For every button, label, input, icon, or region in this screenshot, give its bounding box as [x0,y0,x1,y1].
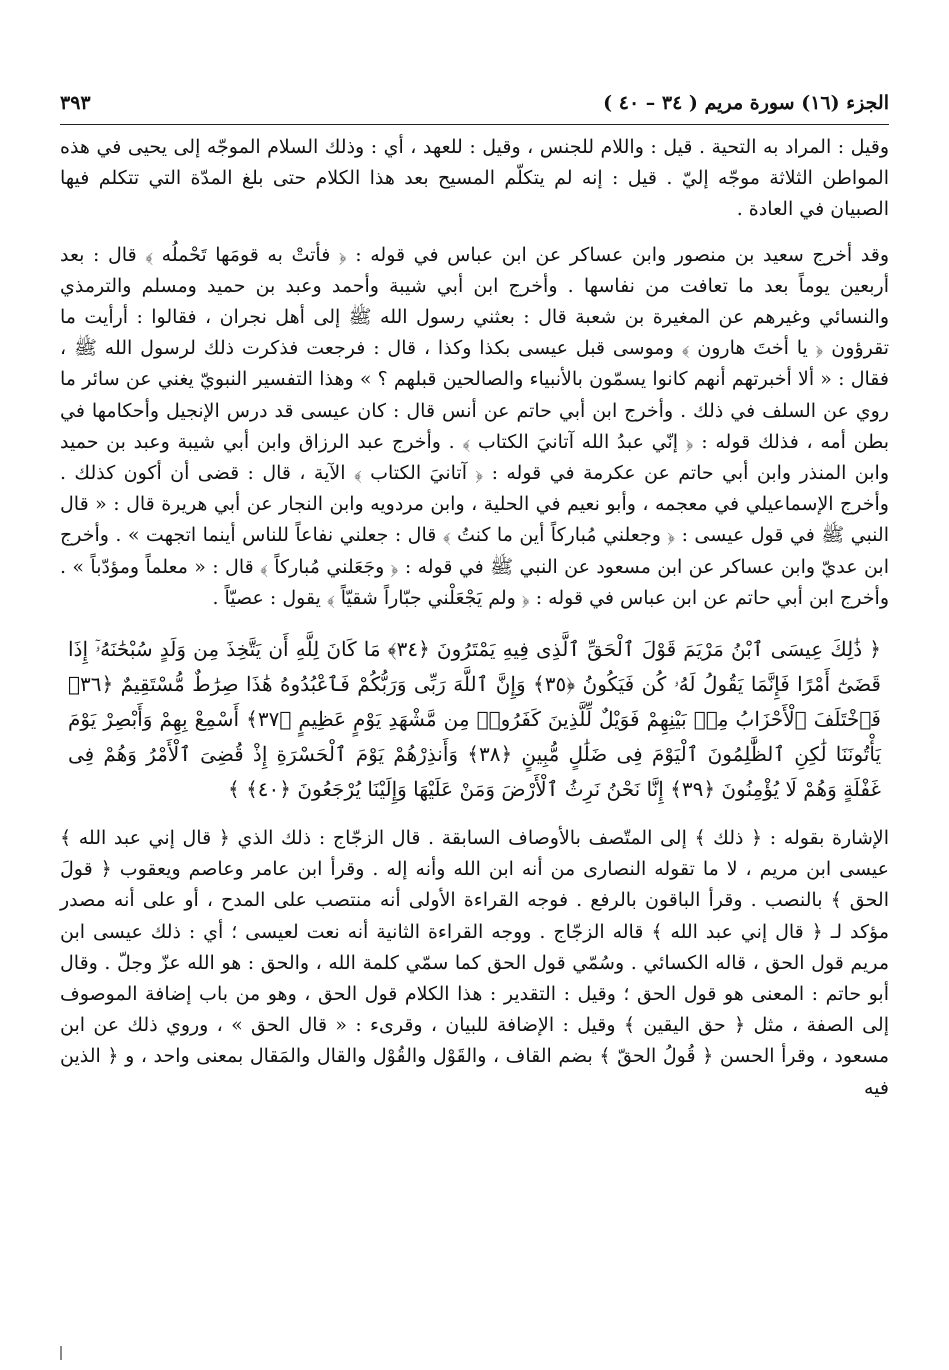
margin-mark [60,1346,62,1360]
running-header [60,92,889,120]
quran-verses: ﴿ ذَٰلِكَ عِيسَى ٱبْنُ مَرْيَمَ قَوْلَ ٱلْحَقِّ ٱلَّذِى فِيهِ يَمْتَرُونَ ﴿٣٤﴾ مَا كَانَ لِلَّهِ أَن يَتَّخِذَ مِن وَلَدٍ سُبْحَٰنَهُۥٓ إِذَا قَضَىٰٓ أَمْرًا فَإِنَّمَا يَقُولُ لَهُۥ كُن فَيَكُونُ ﴿٣٥﴾ وَإِنَّ ٱللَّهَ رَبِّى وَرَبُّكُمْ فَٱعْبُدُوهُ هَٰذَا صِرَٰطٌ مُّسْتَقِيمٌ ﴿٣٦﴾ فَٱخْتَلَفَ ٱلْأَحْزَابُ مِنۢ بَيْنِهِمْ فَوَيْلٌ لِّلَّذِينَ كَفَرُوا۟ مِن مَّشْهَدِ يَوْمٍ عَظِيمٍ ﴿٣٧﴾ أَسْمِعْ بِهِمْ وَأَبْصِرْ يَوْمَ يَأْتُونَنَا لَٰكِنِ ٱلظَّٰلِمُونَ ٱلْيَوْمَ فِى ضَلَٰلٍ مُّبِينٍ ﴿٣٨﴾ وَأَنذِرْهُمْ يَوْمَ ٱلْحَسْرَةِ إِذْ قُضِىَ ٱلْأَمْرُ وَهُمْ فِى غَفْلَةٍ وَهُمْ لَا يُؤْمِنُونَ ﴿٣٩﴾ إِنَّا نَحْنُ نَرِثُ ٱلْأَرْضَ وَمَنْ عَلَيْهَا وَإِلَيْنَا يُرْجَعُونَ ﴿٤٠﴾ ﴾ [68,637,882,802]
header-title: الجزء (١٦) سورة مريم ( ٣٤ – ٤٠ ) [603,92,889,114]
paragraph: وقيل : المراد به التحية . قيل : واللام للجنس ، وقيل : للعهد ، أي : وذلك السلام الموجّه إلى يحيى في هذه المواطن الثلاثة موجّه إليّ . قيل : إنه لم يتكلّم المسيح بعد هذا الكلام حتى بلغ المدّة التي تتكلم فيها الصبيان في العادة . [60,136,889,221]
paragraph: وقد أخرج سعيد بن منصور وابن عساكر عن ابن عباس في قوله : ﴿ فأتتْ به قومَها تَحْملُه ﴾ قال : بعد أربعين يوماً بعد ما تعافت من نفاسها . وأخرج ابن أبي شيبة وأحمد وعبد بن حميد ومسلم والترمذي والنسائي وغيرهم عن المغيرة بن شعبة قال : بعثني رسول الله ﷺ إلى أهل نجران ، فقالوا : أرأيت ما تقرؤون ﴿ يا أختَ هارون ﴾ وموسى قبل عيسى بكذا وكذا ، قال : فرجعت فذكرت ذلك لرسول الله ﷺ ، فقال : « ألا أخبرتهم أنهم كانوا يسمّون بالأنبياء والصالحين قبلهم ؟ » وهذا التفسير النبويّ يغني عن سائر ما روي عن السلف في ذلك . وأخرج ابن أبي حاتم عن أنس قال : كان عيسى قد درس الإنجيل وأحكامها في بطن أمه ، فذلك قوله : ﴿ إنّي عبدُ الله آتانيَ الكتاب ﴾ . وأخرج عبد الرزاق وابن أبي شيبة وعبد بن حميد وابن المنذر وابن أبي حاتم عن عكرمة في قوله : ﴿ آتانيَ الكتاب ﴾ الآية ، قال : قضى أن أكون كذلك . وأخرج الإسماعيلي في معجمه ، وأبو نعيم في الحلية ، وابن مردويه وابن النجار عن أبي هريرة قال : « قال النبي ﷺ في قول عيسى : ﴿ وجعلني مُباركاً أين ما كنتُ ﴾ قال : جعلني نفاعاً للناس أينما اتجهت » . وأخرج ابن عديّ وابن عساكر عن ابن مسعود عن النبي ﷺ في قوله : ﴿ وجَعَلني مُباركاً ﴾ قال : « معلماً ومؤدّباً » . وأخرج ابن أبي حاتم عن ابن عباس في قوله : ﴿ ولم يَجْعَلْني جبّاراً شقيّاً ﴾ يقول : عصيّاً . [60,243,889,609]
page-body [60,132,889,1104]
header-divider [60,124,889,125]
commentary-paragraph: الإشارة بقوله : ﴿ ذلك ﴾ إلى المتّصف بالأوصاف السابقة . قال الزجّاج : ذلك الذي ﴿ قال إني عبد الله ﴾ عيسى ابن مريم ، لا ما تقوله النصارى من أنه ابن الله وأنه إله . وقرأ ابن عامر وعاصم ويعقوب ﴿ قولَ الحق ﴾ بالنصب . وقرأ الباقون بالرفع . فوجه القراءة الأولى أنه منتصب على المدح ، أو على أنه مصدر مؤكد لـ ﴿ قال إني عبد الله ﴾ قاله الزجّاج . ووجه القراءة الثانية أنه نعت لعيسى ؛ أي : ذلك عيسى ابن مريم قول الحق ، قاله الكسائي . وسُمّي قول الحق كما سمّي كلمة الله ، والحق : هو الله عزّ وجلّ . وقال أبو حاتم : المعنى هو قول الحق ؛ وقيل : التقدير : هذا الكلام قول الحق ، وهو من باب إضافة الموصوف إلى الصفة ، مثل ﴿ حق اليقين ﴾ وقيل : الإضافة للبيان ، وقرىء : « قال الحق » ، وروي ذلك عن ابن مسعود ، وقرأ الحسن ﴿ قُولُ الحقّ ﴾ بضم القاف ، والقَوْل والقُوْل والقال والمَقال بمعنى واحد ، و ﴿ الذين فيه [60,827,889,1099]
page-number: ٣٩٣ [60,92,91,114]
paragraph-gap [60,226,889,240]
